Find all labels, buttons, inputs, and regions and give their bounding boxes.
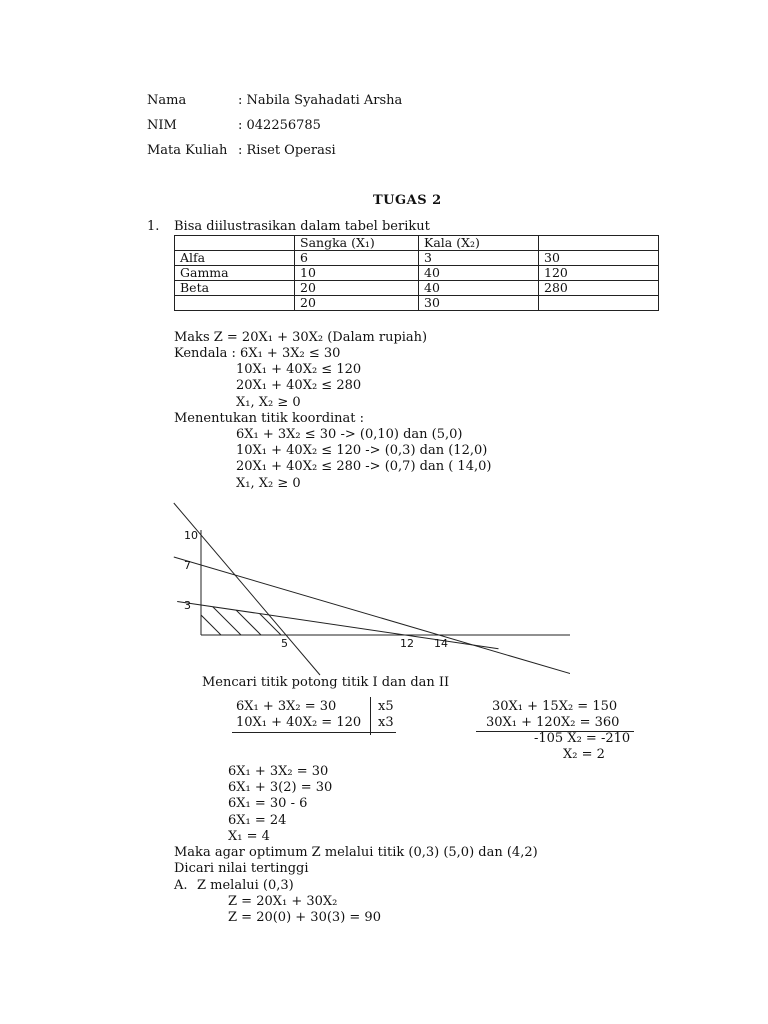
feasible-region-hatch [170,575,401,635]
option-a-text: Z melalui (0,3) [197,878,294,893]
table-cell [175,296,295,311]
hatch-line [341,575,401,635]
table-row [175,296,659,311]
question-number: 1. [147,219,160,234]
y-tick-label: 7 [184,559,191,572]
constraint-3: 20X₁ + 40X₂ ≤ 280 [236,378,362,393]
page-title: TUGAS 2 [373,193,442,208]
y-tick-label: 10 [184,529,198,542]
conclusion-line-1: Maka agar optimum Z melalui titik (0,3) (5,0) dan (4,2) [174,845,538,860]
table-cell: Beta [175,281,295,296]
substitution-1: 6X₁ + 3X₂ = 30 [228,764,329,779]
substitution-2: 6X₁ + 3(2) = 30 [228,780,333,795]
multiplier-1: x5 [378,699,394,714]
elimination-rule [232,732,396,733]
table-cell: 30 [419,296,539,311]
table-cell: 20 [295,296,419,311]
constraint-line [177,602,498,649]
option-a-label: A. [174,878,188,893]
nim-value: : 042256785 [238,118,321,133]
hatch-line [241,575,301,635]
equation-2: 10X₁ + 40X₂ = 120 [236,715,362,730]
table-cell: 6 [295,251,419,266]
table-cell: 20 [295,281,419,296]
table-header-cell [175,236,295,251]
name-value: : Nabila Syahadati Arsha [238,93,403,108]
table-header-cell: Kala (X₂) [419,236,539,251]
table-cell: Alfa [175,251,295,266]
table-cell: 120 [539,266,659,281]
constraint-4: X₁, X₂ ≥ 0 [236,395,301,410]
table-row [175,266,659,281]
result-line-1: 30X₁ + 15X₂ = 150 [492,699,618,714]
y-tick-label: 3 [184,599,191,612]
x-tick-label: 14 [434,637,448,650]
table-cell: 30 [539,251,659,266]
coords-line-1: 6X₁ + 3X₂ ≤ 30 -> (0,10) dan (5,0) [236,427,463,442]
option-a-formula-1: Z = 20X₁ + 30X₂ [228,894,338,909]
hatch-line [170,575,221,635]
table-cell: 3 [419,251,539,266]
table-row [175,251,659,266]
coords-line-3: 20X₁ + 40X₂ ≤ 280 -> (0,7) dan ( 14,0) [236,459,492,474]
x-tick-label: 5 [281,637,288,650]
table-cell: Gamma [175,266,295,281]
table-cell: 40 [419,281,539,296]
substitution-3: 6X₁ = 30 - 6 [228,796,308,811]
option-a-formula-2: Z = 20(0) + 30(3) = 90 [228,910,381,925]
table-cell: 40 [419,266,539,281]
hatch-line [261,575,321,635]
vertical-divider [370,697,371,735]
constraint-2: 10X₁ + 40X₂ ≤ 120 [236,362,362,377]
constraint-1: Kendala : 6X₁ + 3X₂ ≤ 30 [174,346,341,361]
table-cell: 280 [539,281,659,296]
coords-line-4: X₁, X₂ ≥ 0 [236,476,301,491]
result-line-2: 30X₁ + 120X₂ = 360 [486,715,620,730]
hatch-line [301,575,361,635]
hatch-line [221,575,281,635]
conclusion-line-2: Dicari nilai tertinggi [174,861,309,876]
substitution-4: 6X₁ = 24 [228,813,287,828]
lp-graph [170,495,570,680]
x-tick-label: 12 [400,637,414,650]
constraint-line [174,557,570,678]
table-row [175,281,659,296]
table-header-row [175,236,659,251]
substitution-5: X₁ = 4 [228,829,270,844]
coords-line-2: 10X₁ + 40X₂ ≤ 120 -> (0,3) dan (12,0) [236,443,488,458]
table-cell: 10 [295,266,419,281]
question-intro: Bisa diilustrasikan dalam tabel berikut [174,219,430,234]
coords-heading: Menentukan titik koordinat : [174,411,365,426]
objective-function: Maks Z = 20X₁ + 30X₂ (Dalam rupiah) [174,330,428,345]
multiplier-2: x3 [378,715,394,730]
course-value: : Riset Operasi [238,143,336,158]
nim-label: NIM [147,118,177,133]
table-header-cell: Sangka (X₁) [295,236,419,251]
course-label: Mata Kuliah [147,143,228,158]
hatch-line [201,575,261,635]
hatch-line [281,575,341,635]
equation-1: 6X₁ + 3X₂ = 30 [236,699,337,714]
table-header-cell [539,236,659,251]
table-cell [539,296,659,311]
data-table [174,235,659,311]
intersection-heading: Mencari titik potong titik I dan dan II [202,675,450,690]
result-line-3: -105 X₂ = -210 [534,731,631,746]
name-label: Nama [147,93,187,108]
result-line-4: X₂ = 2 [563,747,605,762]
hatch-line [321,575,381,635]
